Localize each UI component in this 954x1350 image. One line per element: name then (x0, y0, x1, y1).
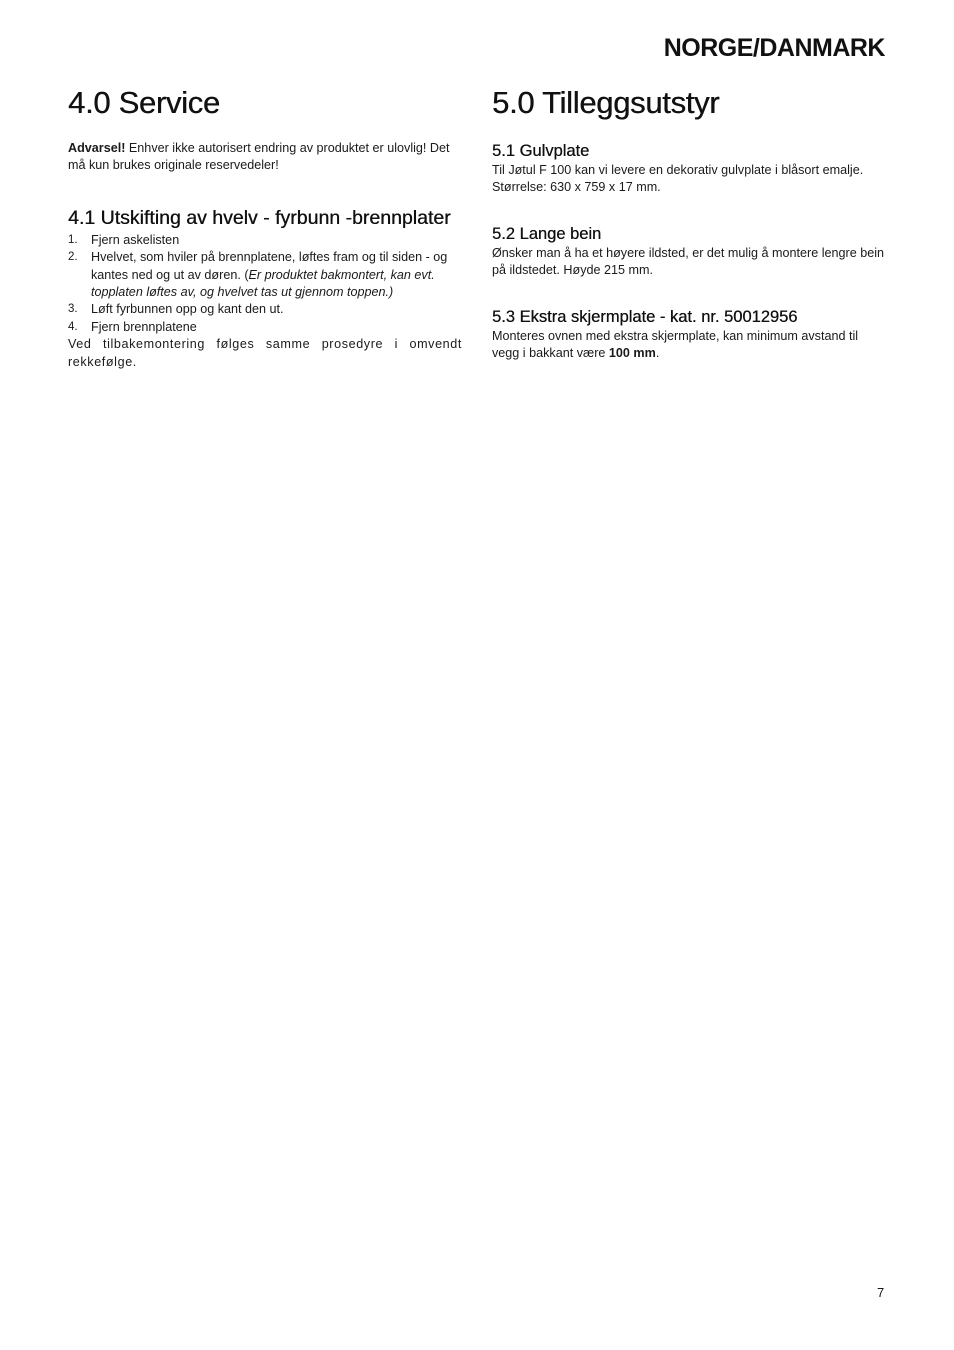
page-number: 7 (877, 1285, 885, 1300)
accessories-heading: 5.0 Tilleggsutstyr (492, 85, 720, 120)
list-item (68, 232, 462, 249)
warning-text: Enhver ikke autorisert endring av produktet er ulovlig! Det må kun brukes originale reservedeler! (68, 141, 450, 173)
warning-label: Advarsel! (68, 141, 126, 155)
step-number: 3. (68, 303, 78, 316)
subsection-5-1-heading: 5.1 Gulvplate (492, 142, 590, 160)
warning-paragraph (68, 140, 462, 175)
subsection-5-3-tail: . (655, 346, 660, 361)
reassembly-note: Ved tilbakemontering følges samme prosedyre i omvendt rekkefølge. (68, 337, 462, 369)
step-number: 4. (68, 320, 78, 333)
subsection-4-1-heading: 4.1 Utskifting av hvelv - fyrbunn -brennplater (68, 206, 451, 229)
list-item (68, 319, 462, 336)
step-text: Fjern askelisten (91, 232, 180, 247)
subsection-5-2-text: Ønsker man å ha et høyere ildsted, er det mulig å montere lengre bein på ildstedet. Høyde 215 mm. (492, 245, 885, 278)
subsection-5-3-bold: 100 mm (608, 346, 656, 361)
step-text-wrapper (91, 249, 462, 301)
replacement-steps (68, 232, 462, 336)
subsection-5-2-heading: 5.2 Lange bein (492, 224, 602, 243)
region-header: NORGE/DANMARK (663, 34, 885, 62)
subsection-5-3 (492, 306, 888, 363)
subsection-5-3-text (492, 328, 888, 363)
subsection-5-2 (492, 223, 888, 280)
list-item (68, 301, 462, 318)
step-text: Fjern brennplatene (91, 319, 197, 334)
subsection-4-1 (68, 205, 462, 371)
step-number: 1. (68, 233, 78, 246)
subsection-5-1 (492, 140, 888, 197)
subsection-5-3-heading: 5.3 Ekstra skjermplate - kat. nr. 50012956 (492, 307, 798, 326)
step-text-italic: Er produktet bakmontert, kan evt. topplaten løftes av, og hvelvet tas ut gjennom toppen.) (91, 267, 435, 300)
subsection-5-1-text: Til Jøtul F 100 kan vi levere en dekorativ gulvplate i blåsort emalje. Størrelse: 630 x 759 x 17 mm. (492, 163, 864, 195)
service-heading: 4.0 Service (68, 85, 220, 120)
list-item (68, 249, 462, 301)
step-number: 2. (68, 251, 78, 264)
step-text: Hvelvet, som hviler på brennplatene, løftes fram og til siden - og kantes ned og ut av døren. ( (91, 250, 448, 282)
step-text: Løft fyrbunnen opp og kant den ut. (91, 302, 284, 317)
subsection-5-3-body: Monteres ovnen med ekstra skjermplate, kan minimum avstand til vegg i bakkant være (492, 328, 859, 361)
service-column (68, 84, 462, 371)
accessories-column (492, 84, 888, 362)
